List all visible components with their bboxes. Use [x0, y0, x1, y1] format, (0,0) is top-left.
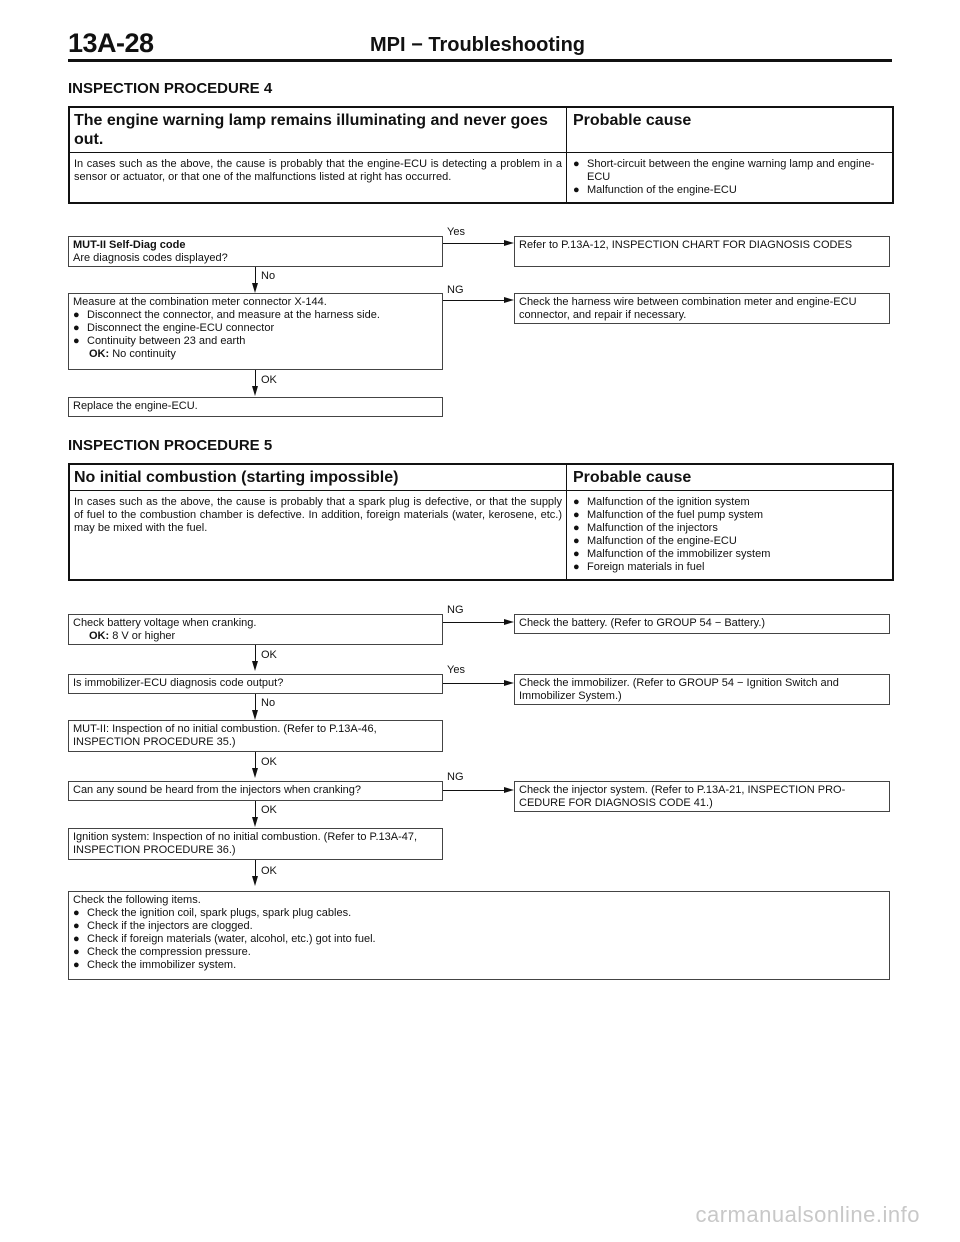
- list-item: ● Malfunction of the fuel pump system: [573, 509, 764, 521]
- arrow-down-icon: [252, 817, 258, 827]
- proc5-description: In cases such as the above, the cause is probably that a spark plug is defective, or that the supply of fuel to the combustion chamber is defective. In addition, foreign materials (water, kerosene, etc.) may be mixed with the fuel.: [70, 491, 567, 579]
- arrow-down-icon: [252, 876, 258, 886]
- arrow-down-icon: [252, 283, 258, 293]
- list-item: ● Short-circuit between the engine warning lamp and engine-ECU: [573, 158, 875, 183]
- proc4-step1-yes-box: Refer to P.13A-12, INSPECTION CHART FOR DIAGNOSIS CODES: [514, 236, 890, 267]
- proc5-step2-box: Is immobilizer-ECU diagnosis code output?: [68, 674, 443, 694]
- ng-label: NG: [447, 604, 464, 616]
- section-title-proc5: INSPECTION PROCEDURE 5: [68, 437, 273, 454]
- section-title-proc4: INSPECTION PROCEDURE 4: [68, 80, 273, 97]
- arrow-right-icon: [504, 297, 514, 303]
- arrow-down-icon: [252, 768, 258, 778]
- ok-label: OK: [261, 649, 277, 661]
- proc4-causes: [567, 153, 892, 202]
- list-item: ● Check the ignition coil, spark plugs, spark plug cables.: [73, 907, 352, 919]
- no-label: No: [261, 697, 276, 709]
- proc5-step5-box: Ignition system: Inspection of no initial combustion. (Refer to P.13A-47, INSPECTION PROCEDURE 36.): [68, 828, 443, 860]
- header-rule: [68, 59, 892, 62]
- proc5-step4-ng-box: Check the injector system. (Refer to P.13A-21, INSPECTION PRO-CEDURE FOR DIAGNOSIS CODE 41.): [514, 781, 890, 812]
- arrow-right-icon: [504, 619, 514, 625]
- proc4-step1-box: MUT-II Self-Diag code Are diagnosis codes displayed?: [68, 236, 443, 267]
- ok-label: OK: [261, 374, 277, 386]
- list-item: ● Check if the injectors are clogged.: [73, 920, 253, 932]
- arrow-down-icon: [252, 661, 258, 671]
- proc4-description: In cases such as the above, the cause is probably that the engine-ECU is detecting a problem in a sensor or actuator, or that one of the malfunctions listed at right has occurred.: [70, 153, 567, 202]
- list-item: ● Continuity between 23 and earth: [73, 335, 246, 347]
- arrow-right-icon: [504, 240, 514, 246]
- list-item: ● Disconnect the connector, and measure at the harness side.: [73, 309, 380, 321]
- watermark: carmanualsonline.info: [695, 1202, 920, 1227]
- list-item: ● Foreign materials in fuel: [573, 561, 705, 573]
- ng-label: NG: [447, 284, 464, 296]
- list-item: ● Malfunction of the immobilizer system: [573, 548, 771, 560]
- proc5-step1-ng-box: Check the battery. (Refer to GROUP 54 − Battery.): [514, 614, 890, 634]
- ok-label: OK: [261, 865, 277, 877]
- proc5-table: [68, 463, 894, 581]
- list-item: ● Malfunction of the ignition system: [573, 496, 750, 508]
- proc5-step2-yes-box: Check the immobilizer. (Refer to GROUP 54 − Ignition Switch and Immobilizer System.): [514, 674, 890, 705]
- no-label: No: [261, 270, 276, 282]
- proc4-step2-ng-box: Check the harness wire between combination meter and engine-ECU connector, and repair if necessary.: [514, 293, 890, 324]
- proc5-step3-box: MUT-II: Inspection of no initial combustion. (Refer to P.13A-46, INSPECTION PROCEDURE 35.): [68, 720, 443, 752]
- arrow-down-icon: [252, 710, 258, 720]
- proc4-step2-box: Measure at the combination meter connector X-144. ● Disconnect the connector, and measure at the harness side. ● Disconnect the engine-ECU connector ● Continuity between 23 and earth OK: No continuity: [68, 293, 443, 370]
- list-item: ● Malfunction of the engine-ECU: [573, 535, 737, 547]
- proc5-symptom: No initial combustion (starting impossible): [70, 465, 567, 490]
- proc4-symptom: The engine warning lamp remains illuminating and never goes out.: [70, 108, 567, 152]
- list-item: ● Malfunction of the engine-ECU: [573, 184, 737, 196]
- list-item: ● Check the immobilizer system.: [73, 959, 237, 971]
- yes-label: Yes: [447, 226, 465, 238]
- list-item: ● Disconnect the engine-ECU connector: [73, 322, 275, 334]
- proc5-step4-box: Can any sound be heard from the injectors when cranking?: [68, 781, 443, 801]
- arrow-right-icon: [504, 680, 514, 686]
- list-item: ● Check the compression pressure.: [73, 946, 251, 958]
- proc5-step1-box: Check battery voltage when cranking. OK: 8 V or higher: [68, 614, 443, 645]
- arrow-down-icon: [252, 386, 258, 396]
- proc5-step6-box: Check the following items. ● Check the ignition coil, spark plugs, spark plug cables. ● Check if the injectors are clogged. ● Check if foreign materials (water, alcohol, etc.) got into fuel. ● Check the compression pressure. ● Check the immobilizer system.: [68, 891, 890, 980]
- list-item: ● Malfunction of the injectors: [573, 522, 718, 534]
- arrow-right-icon: [504, 787, 514, 793]
- yes-label: Yes: [447, 664, 465, 676]
- list-item: ● Check if foreign materials (water, alcohol, etc.) got into fuel.: [73, 933, 376, 945]
- ng-label: NG: [447, 771, 464, 783]
- proc4-step3-box: Replace the engine-ECU.: [68, 397, 443, 417]
- proc5-cause-head: Probable cause: [573, 469, 692, 486]
- ok-label: OK: [261, 756, 277, 768]
- ok-label: OK: [261, 804, 277, 816]
- page-code: 13A-28: [68, 28, 154, 58]
- proc4-table: [68, 106, 894, 204]
- proc4-cause-head: Probable cause: [573, 112, 692, 129]
- proc5-causes: [567, 491, 892, 579]
- page-title: MPI − Troubleshooting: [370, 34, 585, 56]
